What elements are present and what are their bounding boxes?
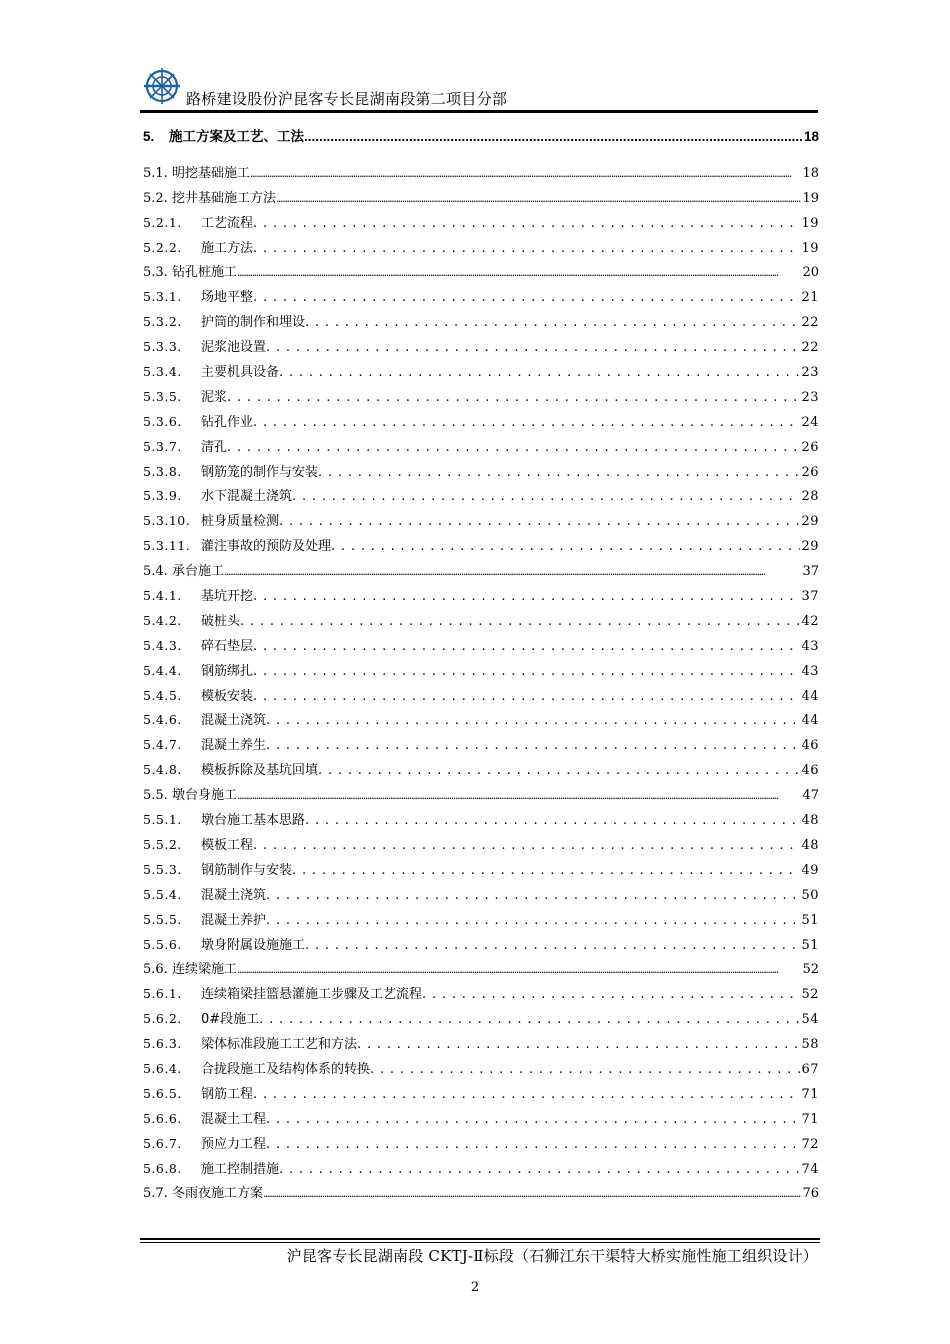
toc-entry-number: 5.4.4. (143, 662, 182, 678)
toc-entry-label (143, 313, 305, 332)
toc-leader-dots (253, 688, 800, 706)
toc-entry-label (143, 1035, 357, 1054)
toc-entry-page: 24 (801, 414, 819, 430)
toc-entry-number: 5.4.2. (143, 612, 182, 628)
toc-entry-label (143, 911, 266, 930)
toc-entry-title: 模板拆除及基坑回填 (201, 763, 319, 779)
toc-leader-dots (266, 737, 800, 755)
toc-leader-dots (266, 339, 800, 357)
toc-entry-label (143, 961, 237, 979)
toc-entry-number: 5.5.5. (143, 911, 182, 927)
toc-entry[interactable] (143, 531, 819, 556)
toc-leader-dots (253, 215, 800, 233)
toc-leader-dots (240, 613, 800, 631)
toc-entry[interactable] (143, 581, 819, 606)
toc-entry[interactable] (143, 233, 819, 258)
toc-entry-title: 5.2. 挖井基础施工方法 (143, 190, 276, 206)
toc-entry-page: 23 (801, 389, 819, 405)
toc-entry-title: 基坑开挖 (201, 589, 254, 605)
toc-entry[interactable] (143, 855, 819, 880)
toc-leader-dots (266, 712, 800, 730)
toc-entry-label (143, 687, 253, 706)
toc-entry-label (143, 1160, 279, 1179)
page-number: 2 (470, 1280, 480, 1295)
toc-leader-dots (279, 364, 800, 382)
company-logo-icon (142, 66, 182, 106)
toc-entry-label (143, 1060, 370, 1079)
toc-entry-page: 47 (802, 788, 819, 804)
toc-entry-page: 67 (801, 1061, 819, 1077)
toc-entry-page: 58 (801, 1037, 819, 1053)
toc-entry-label (143, 836, 253, 855)
toc-entry-label (143, 1185, 263, 1203)
toc-entry[interactable] (143, 1129, 819, 1154)
toc-entry-label (143, 1110, 266, 1129)
toc-entry-page: 54 (801, 1012, 819, 1028)
toc-entry[interactable] (143, 407, 819, 432)
toc-entry[interactable] (143, 805, 819, 830)
toc-entry-label (143, 1135, 266, 1154)
toc-leader-dots (305, 314, 800, 332)
toc-entry[interactable] (143, 631, 819, 656)
header-title: 路桥建设股份沪昆客专长昆湖南段第二项目分部 (186, 90, 508, 108)
toc-entry-page: 74 (801, 1161, 819, 1177)
toc-entry-page: 46 (801, 763, 819, 779)
toc-entry-title: 5.6. 连续梁施工 (143, 962, 237, 978)
toc-leader-dots (370, 1061, 800, 1079)
toc-leader-dots (253, 638, 800, 656)
toc-entry-page: 52 (801, 987, 819, 1003)
toc-entry-page: 26 (801, 464, 819, 480)
toc-entry-title: 模板工程 (201, 837, 254, 853)
toc-entry-page: 76 (802, 1186, 819, 1202)
toc-entry[interactable] (143, 183, 819, 208)
toc-entry-page: 71 (801, 1111, 819, 1127)
toc-entry[interactable] (143, 606, 819, 631)
toc-entry-number: 5.6.3. (143, 1036, 182, 1052)
toc-entry-number: 5.5.2. (143, 836, 182, 852)
toc-entry[interactable] (143, 780, 819, 805)
toc-entry[interactable] (143, 432, 819, 457)
toc-entry-label (143, 936, 305, 955)
toc-entry-number: 5.3.8. (143, 463, 182, 479)
toc-entry-page: 71 (801, 1086, 819, 1102)
toc-leader-dots (259, 1011, 800, 1029)
toc-entry-page: 19 (802, 190, 819, 206)
toc-entry-number: 5.3.4. (143, 364, 182, 380)
toc-leader-dots (357, 1036, 800, 1054)
toc-entry-page: 20 (802, 265, 819, 281)
toc-entry[interactable] (143, 1154, 819, 1179)
toc-entry-title: 合拢段施工及结构体系的转换 (201, 1061, 371, 1077)
toc-entry[interactable] (143, 258, 819, 283)
toc-leader-dots (276, 190, 802, 208)
toc-entry-page: 51 (801, 912, 819, 928)
toc-leader-dots (266, 1111, 800, 1129)
toc-entry-page: 42 (801, 613, 819, 629)
toc-entry-label (143, 537, 331, 556)
toc-leader-dots (279, 513, 800, 531)
toc-entry[interactable] (143, 482, 819, 507)
toc-entry-page: 37 (802, 564, 819, 580)
toc-leader-dots (227, 389, 800, 407)
toc-entry-title: 泥浆池设置 (201, 340, 267, 356)
toc-entry-title: 预应力工程 (201, 1136, 267, 1152)
toc-entry[interactable] (143, 681, 819, 706)
toc-entry[interactable] (143, 307, 819, 332)
toc-leader-dots (253, 588, 800, 606)
toc-entry-title: 灌注事故的预防及处理 (201, 539, 332, 555)
toc-entry-number: 5.4.7. (143, 737, 182, 753)
toc-leader-dots (263, 1185, 802, 1203)
toc-leader-dots (253, 240, 800, 258)
toc-entry-label (143, 985, 422, 1004)
toc-entry-page: 51 (801, 937, 819, 953)
toc-entry-number: 5.5.6. (143, 936, 182, 952)
toc-entry-page: 48 (801, 837, 819, 853)
toc-leader-dots (266, 887, 800, 905)
toc-leader-dots (292, 488, 800, 506)
toc-leader-dots (224, 563, 802, 581)
toc-entry-number: 5.3.3. (143, 339, 182, 355)
toc-entry-page: 23 (801, 365, 819, 381)
toc-entry-title: 5.7. 冬雨夜施工方案 (143, 1186, 263, 1202)
toc-entry-label (143, 388, 227, 407)
toc-entry-number: 5.4.5. (143, 687, 182, 703)
toc-entry-page: 44 (801, 713, 819, 729)
toc-entry[interactable] (143, 506, 819, 531)
toc-entry-page: 43 (801, 638, 819, 654)
toc-entry-number: 5.3.10. (143, 513, 191, 529)
toc-entry-page: 52 (802, 962, 819, 978)
toc-entry-title: 破桩头 (201, 613, 241, 629)
toc-entry-page: 29 (801, 539, 819, 555)
toc-entry-number: 5.6.6. (143, 1110, 182, 1126)
toc-entry-number: 5.5.3. (143, 861, 182, 877)
table-of-contents (143, 126, 819, 1203)
toc-entry-number: 5.3.5. (143, 388, 182, 404)
toc-entry-page: 37 (801, 589, 819, 605)
toc-entry-number: 5.3.1. (143, 289, 182, 305)
toc-entry-label (143, 264, 237, 282)
toc-entry-title: 梁体标准段施工工艺和方法 (201, 1037, 358, 1053)
toc-chapter-title: 施工方案及工艺、工法 (169, 129, 304, 144)
toc-entry-title: 5.5. 墩台身施工 (143, 788, 237, 804)
toc-entry-title: 混凝土养生 (201, 738, 267, 754)
toc-entry-label (143, 438, 227, 457)
toc-entry[interactable] (143, 730, 819, 755)
toc-chapter-number: 5. (143, 129, 155, 144)
toc-entry-page: 18 (802, 165, 819, 181)
toc-leader-dots (253, 414, 800, 432)
toc-entry-title: 钢筋绑扎 (201, 663, 254, 679)
toc-entry[interactable] (143, 382, 819, 407)
toc-entry-label (143, 463, 318, 482)
toc-entry[interactable] (143, 1104, 819, 1129)
toc-entry-number: 5.6.5. (143, 1085, 182, 1101)
toc-entry-page: 21 (801, 290, 819, 306)
toc-entry[interactable] (143, 905, 819, 930)
toc-items (143, 158, 819, 1203)
toc-entry-page: 49 (801, 862, 819, 878)
toc-chapter-page: 18 (803, 129, 819, 144)
toc-entry-label (143, 165, 250, 183)
toc-leader-dots (237, 787, 802, 805)
toc-entry-title: 0#段施工 (201, 1012, 260, 1028)
toc-entry-title: 墩台施工基本思路 (201, 813, 306, 829)
toc-entry-label (143, 1010, 259, 1029)
toc-entry[interactable] (143, 706, 819, 731)
toc-entry[interactable] (143, 930, 819, 955)
toc-entry[interactable] (143, 1004, 819, 1029)
toc-entry-title: 清孔 (201, 439, 228, 455)
toc-entry-label (143, 190, 276, 208)
toc-entry-page: 22 (801, 315, 819, 331)
toc-entry-title: 工艺流程 (201, 215, 254, 231)
toc-entry-label (143, 736, 266, 755)
toc-entry-label (143, 413, 253, 432)
toc-entry-number: 5.6.4. (143, 1060, 182, 1076)
toc-entry-label (143, 288, 253, 307)
toc-entry-number: 5.4.1. (143, 588, 182, 604)
toc-entry-number: 5.6.7. (143, 1135, 182, 1151)
toc-entry[interactable] (143, 556, 819, 581)
toc-entry-number: 5.3.9. (143, 488, 182, 504)
header-rule (140, 110, 818, 113)
toc-entry-page: 29 (801, 514, 819, 530)
toc-entry-title: 主要机具设备 (201, 365, 280, 381)
toc-entry-page: 46 (801, 738, 819, 754)
toc-entry-page: 43 (801, 663, 819, 679)
toc-entry[interactable] (143, 457, 819, 482)
toc-entry[interactable] (143, 979, 819, 1004)
toc-leader-dots (318, 762, 800, 780)
toc-leader-dots (237, 961, 802, 979)
toc-entry-number: 5.3.2. (143, 314, 182, 330)
toc-leader-dots (305, 937, 800, 955)
toc-entry[interactable] (143, 158, 819, 183)
toc-entry[interactable] (143, 656, 819, 681)
toc-chapter-row[interactable] (143, 126, 819, 158)
toc-entry-title: 连续箱梁挂篮悬灌施工步骤及工艺流程 (201, 987, 423, 1003)
toc-entry[interactable] (143, 1179, 819, 1204)
toc-entry-number: 5.6.2. (143, 1011, 182, 1027)
toc-leader-dots (250, 165, 802, 183)
toc-entry-label (143, 637, 253, 656)
toc-entry[interactable] (143, 332, 819, 357)
toc-entry-title: 5.3. 钻孔桩施工 (143, 265, 237, 281)
toc-entry-title: 混凝土浇筑 (201, 887, 267, 903)
footer-rule (140, 1238, 820, 1240)
toc-entry-number: 5.3.6. (143, 413, 182, 429)
page-header (140, 66, 820, 114)
toc-entry-title: 场地平整 (201, 290, 254, 306)
toc-leader-dots (253, 837, 800, 855)
toc-entry-title: 桩身质量检测 (201, 514, 280, 530)
toc-entry-title: 水下混凝土浇筑 (201, 489, 293, 505)
toc-entry-title: 施工方法 (201, 240, 254, 256)
toc-entry-label (143, 587, 253, 606)
toc-entry-title: 墩身附属设施施工 (201, 937, 306, 953)
toc-entry-label (143, 811, 305, 830)
toc-leader-dots (253, 1086, 800, 1104)
toc-entry-label (143, 886, 266, 905)
footer-text: 沪昆客专长昆湖南段 CKTJ-Ⅱ标段（石狮江东干渠特大桥实施性施工组织设计） (286, 1247, 818, 1265)
toc-leader-dots (266, 1136, 800, 1154)
toc-entry-page: 50 (801, 887, 819, 903)
toc-entry[interactable] (143, 357, 819, 382)
toc-entry[interactable] (143, 955, 819, 980)
toc-entry[interactable] (143, 1029, 819, 1054)
toc-entry[interactable] (143, 1079, 819, 1104)
toc-entry-page: 19 (801, 240, 819, 256)
toc-entry-page: 26 (801, 439, 819, 455)
footer-rule-thin (140, 1242, 820, 1243)
toc-entry-number: 5.4.6. (143, 712, 182, 728)
toc-leader-dots (422, 986, 800, 1004)
toc-entry-title: 混凝土浇筑 (201, 713, 267, 729)
toc-entry[interactable] (143, 830, 819, 855)
toc-entry-page: 48 (801, 813, 819, 829)
toc-entry-number: 5.5.1. (143, 812, 182, 828)
toc-entry-title: 护筒的制作和埋设 (201, 315, 306, 331)
toc-entry-title: 模板安装 (201, 688, 254, 704)
toc-entry[interactable] (143, 755, 819, 780)
toc-entry-label (143, 761, 318, 780)
toc-entry-title: 泥浆 (201, 389, 228, 405)
toc-entry-label (143, 239, 253, 258)
toc-entry-title: 钢筋制作与安装 (201, 862, 293, 878)
toc-entry-label (143, 711, 266, 730)
toc-entry-label (143, 612, 240, 631)
toc-entry-page: 19 (801, 215, 819, 231)
toc-entry-number: 5.4.8. (143, 762, 182, 778)
toc-entry-title: 混凝土工程 (201, 1111, 267, 1127)
toc-entry-number: 5.6.1. (143, 986, 182, 1002)
toc-leader-dots (292, 862, 800, 880)
toc-entry-page: 28 (801, 489, 819, 505)
toc-entry-number: 5.6.8. (143, 1160, 182, 1176)
toc-entry-title: 碎石垫层 (201, 638, 254, 654)
toc-leader-dots (237, 264, 802, 282)
toc-entry-title: 5.1. 明挖基础施工 (143, 165, 250, 181)
toc-entry-label (143, 787, 237, 805)
toc-leader-dots (227, 439, 800, 457)
toc-chapter-label (143, 128, 304, 146)
toc-entry[interactable] (143, 880, 819, 905)
toc-leader-dots (253, 289, 800, 307)
toc-entry-label (143, 363, 279, 382)
toc-entry-title: 钢筋工程 (201, 1086, 254, 1102)
toc-entry-number: 5.3.11. (143, 538, 191, 554)
toc-entry-label (143, 861, 292, 880)
toc-entry[interactable] (143, 208, 819, 233)
toc-leader-dots (253, 663, 800, 681)
toc-leader-dots (305, 812, 800, 830)
toc-entry[interactable] (143, 282, 819, 307)
toc-leader-dots (266, 912, 800, 930)
toc-entry-label (143, 563, 224, 581)
toc-entry[interactable] (143, 1054, 819, 1079)
toc-entry-label (143, 214, 253, 233)
toc-entry-page: 22 (801, 340, 819, 356)
toc-entry-page: 44 (801, 688, 819, 704)
toc-leader-dots (331, 538, 800, 556)
toc-entry-title: 钻孔作业 (201, 414, 254, 430)
toc-entry-number: 5.2.1. (143, 214, 182, 230)
toc-entry-label (143, 487, 292, 506)
toc-leader-dots (304, 128, 803, 146)
toc-entry-number: 5.4.3. (143, 637, 182, 653)
toc-entry-label (143, 662, 253, 681)
toc-entry-title: 施工控制措施 (201, 1161, 280, 1177)
toc-entry-number: 5.2.2. (143, 239, 182, 255)
toc-entry-title: 混凝土养护 (201, 912, 267, 928)
toc-entry-title: 5.4. 承台施工 (143, 564, 224, 580)
toc-entry-page: 72 (801, 1136, 819, 1152)
toc-leader-dots (279, 1161, 800, 1179)
toc-entry-label (143, 338, 266, 357)
toc-entry-title: 钢筋笼的制作与安装 (201, 464, 319, 480)
toc-entry-label (143, 1085, 253, 1104)
toc-entry-label (143, 512, 279, 531)
toc-leader-dots (318, 464, 800, 482)
toc-entry-number: 5.5.4. (143, 886, 182, 902)
toc-entry-number: 5.3.7. (143, 438, 182, 454)
